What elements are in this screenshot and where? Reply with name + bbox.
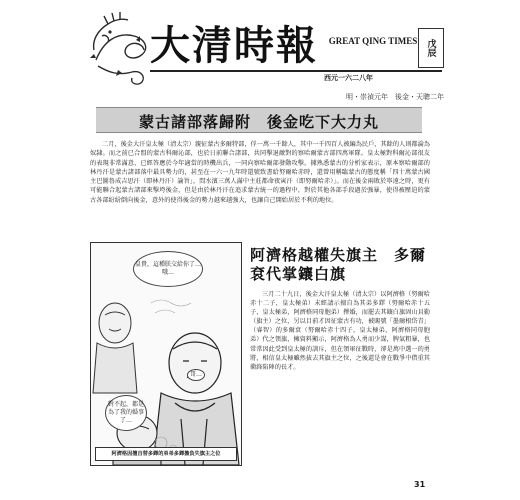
western-date: 西元一六二八年: [324, 73, 373, 82]
cartoon-caption: 阿濟格因擅自替多鐸的弟弟多鐸擔負失旗主之位: [95, 447, 237, 461]
masthead: [88, 10, 444, 88]
page-number: 31: [414, 480, 426, 489]
paper-title: 大清時報: [150, 22, 318, 69]
speech-bubble-top: 皇貴，這種朕交給你了…哦…: [133, 251, 203, 287]
headline-banner: [96, 107, 422, 133]
speech-bubble-small: 哥…: [187, 369, 205, 381]
cartoon-panel: [90, 242, 242, 466]
speech-bubble-bottom: 對不起，都是為了我的婚事了…: [105, 395, 147, 431]
headline: 蒙古諸部落歸附 後金吃下大力丸: [138, 113, 379, 131]
main-article: 二月，後金大汗皇太極（清太宗）親征蒙古多爾特部，俘一萬一千餘人，其中一千四百人被編為民戶，其餘的人則都淪為奴隸。而之前已合盟的蒙古科爾沁部，也於日前聯合諸部，共同擊退敵對的察哈爾蒙古部四萬軍隊。皇太極對科爾沁部很友的表現非常滿意，已經答應於今年適當的時機出兵，一同向察哈爾部發動攻擊。據熟悉蒙古的分析家表示，原本察哈爾部的林丹汗是蒙古諸部落中最具勢力的，甚至在一六一九年時還號致書給努爾哈赤時，還曾用稱臨蒙古的態度稱「四十萬蒙古國主巴圖魯成吉思汗（即林丹汗）諭旨」，問水濱三萬人滿中主莊都命夜寅汗（即努爾哈赤）」。而在後金兩敗於寧遠之時，更有可能聯合起蒙古諸部來擊垮後金，但是由於林丹汗在追求蒙古統一的過程中，對於其他各部手段過於強暴，使得被壓迫的蒙古各部紛紛倒向後金，意外的使得後金的勢力越來越強大，也讓自己開始居於不利的地位。: [90, 141, 430, 204]
sub-headline: 阿濟格越權失旗主 多爾袞代掌鑲白旗: [250, 246, 427, 283]
paper-english-title: GREAT QING TIMES: [328, 36, 418, 46]
dateline: 明・崇禎元年 後金・天聰二年: [346, 93, 444, 101]
masthead-rule: [150, 70, 442, 72]
edition-label: 戊辰: [425, 39, 436, 57]
edition-box: [418, 28, 444, 68]
sub-article: 三月二十九日，後金大汗皇太極（清太宗）以阿濟格（努爾哈赤十二子，皇太極弟）未經請示擅自為其弟多鐸（努爾哈赤十五子，皇太極弟，阿濟格同母胞弟）擇婚，而罷去其鑲白旗固山貝勒（旗主）之位，另以目前才因征蒙古有功，被賜號「墨爾根岱青」（睿智）的多爾袞（努爾哈赤十四子，皇太極弟，阿濟格同母胞弟）代之領旗，擁資料顯示，阿濟格為人勇而少謀，脾氣粗暴，也常常因此受到皇太極的訓斥，但在領軍征戰時，卻是萬中選一的勇將，相信皇太極雖然拔去其旗主之位，之後還是會在戰爭中借重其衝鋒陷陣的長才。: [250, 291, 430, 371]
